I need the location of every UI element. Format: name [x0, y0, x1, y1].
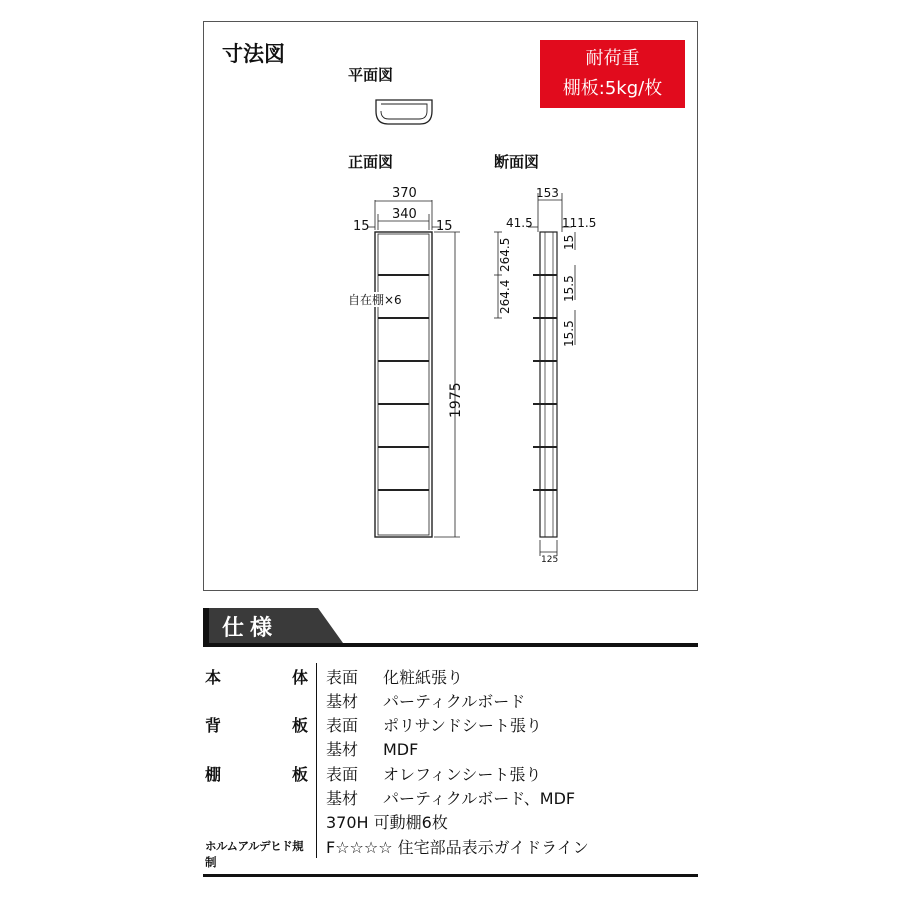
- spec-label-body: [205, 665, 308, 688]
- section-base: 125: [541, 555, 559, 565]
- section-shelf-thickness-2: 15.5: [562, 320, 576, 347]
- front-height: 1975: [448, 382, 464, 418]
- spec-label-back-a: 背: [205, 716, 222, 735]
- spec-key: 表面: [326, 765, 359, 784]
- front-left-thickness: 15: [353, 219, 370, 234]
- spec-key: 基材: [326, 692, 359, 711]
- spec-value: パーティクルボード、MDF: [383, 789, 576, 808]
- spec-label-back-b: 板: [291, 716, 308, 735]
- spec-row: [326, 737, 418, 760]
- spec-label-body-a: 本: [205, 668, 222, 687]
- spec-heading: 仕様: [222, 616, 279, 641]
- spec-label-back: [205, 713, 308, 736]
- front-view-label: 正面図: [348, 153, 394, 171]
- spec-row: [326, 762, 541, 785]
- load-capacity-value: 棚板:5kg/枚: [562, 78, 663, 99]
- front-inner-width: 340: [392, 207, 417, 222]
- section-pitch-upper: 264.5: [498, 237, 512, 272]
- section-pitch-lower: 264.4: [498, 279, 512, 314]
- spec-row: [326, 810, 448, 833]
- front-right-thickness: 15: [436, 219, 453, 234]
- spec-label-shelf-b: 板: [291, 765, 308, 784]
- spec-row-formaldehyde: [326, 835, 589, 858]
- section-back-offset: 111.5: [562, 216, 597, 230]
- plan-view-drawing: [376, 100, 432, 124]
- spec-top-rule: [203, 643, 698, 647]
- diagram-title: 寸法図: [222, 42, 285, 66]
- spec-value: ポリサンドシート張り: [383, 716, 542, 735]
- spec-label-body-b: 体: [291, 668, 308, 687]
- spec-key: 表面: [326, 716, 359, 735]
- spec-key: 基材: [326, 740, 359, 759]
- spec-value: オレフィンシート張り: [383, 765, 542, 784]
- spec-value: 370H 可動棚6枚: [326, 813, 448, 832]
- front-view-drawing: [367, 200, 460, 537]
- spec-row: [326, 665, 463, 688]
- front-total-width: 370: [392, 186, 417, 201]
- spec-value: 化粧紙張り: [383, 668, 464, 687]
- spec-row: [326, 786, 575, 809]
- spec-label-shelf-a: 棚: [205, 765, 222, 784]
- section-view-label: 断面図: [494, 153, 540, 171]
- spec-row: [326, 689, 525, 712]
- section-depth: 153: [536, 186, 559, 200]
- spec-row: [326, 713, 542, 736]
- spec-divider: [316, 663, 317, 858]
- spec-key: 基材: [326, 789, 359, 808]
- spec-label-formaldehyde: ホルムアルデヒド規制: [205, 839, 304, 869]
- spec-key: 表面: [326, 668, 359, 687]
- spec-value: MDF: [383, 740, 419, 759]
- section-top-thickness: 15: [562, 234, 576, 250]
- load-capacity-title: 耐荷重: [585, 48, 640, 69]
- spec-value: パーティクルボード: [383, 692, 526, 711]
- shelf-note: 自在棚×6: [348, 293, 402, 307]
- section-front-offset: 41.5: [506, 216, 533, 230]
- spec-label-shelf: [205, 762, 308, 785]
- spec-value: F☆☆☆☆ 住宅部品表示ガイドライン: [326, 838, 589, 857]
- spec-bottom-rule: [203, 874, 698, 877]
- plan-view-label: 平面図: [348, 66, 394, 84]
- section-shelf-thickness-1: 15.5: [562, 275, 576, 302]
